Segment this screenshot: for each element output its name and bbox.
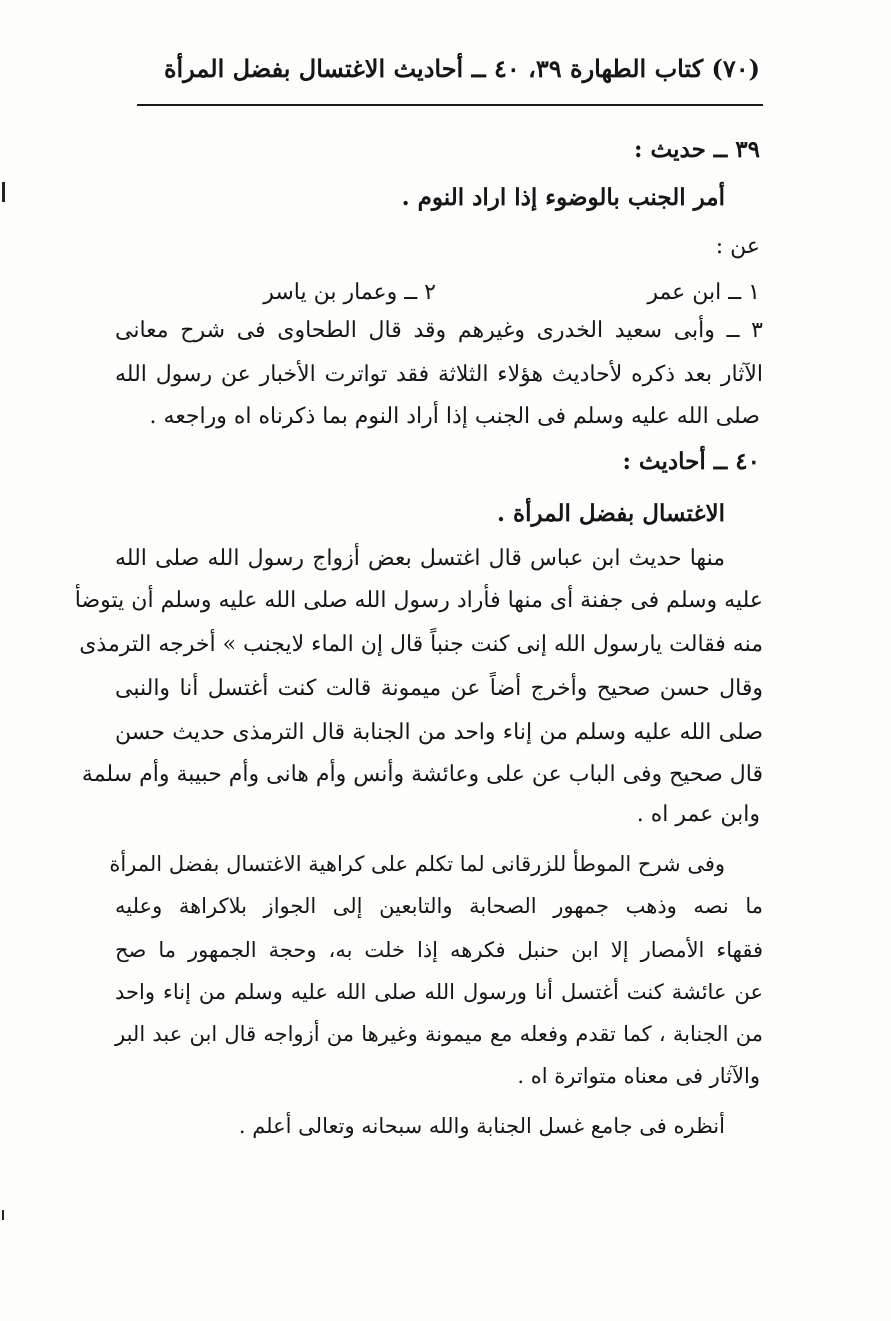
para2-line-1: وفى شرح الموطأ للزرقانى لما تكلم على كراهية الاغتسال بفضل المرأة: [109, 852, 725, 876]
hadith-40-heading: ٤٠ ــ أحاديث :: [622, 448, 760, 475]
hadith-39-from: عن :: [715, 234, 760, 259]
para2-line-4: عن عائشة كنت أغتسل أنا ورسول الله صلى الله عليه وسلم من إناء واحد: [115, 980, 763, 1004]
hadith-39-line-1: ٣ ــ وأبى سعيد الخدرى وغيرهم وقد قال الطحاوى فى شرح معانى: [115, 318, 763, 343]
scan-margin-mark: [2, 1210, 4, 1220]
hadith-39-line-3: صلى الله عليه وسلم فى الجنب إذا أراد النوم بما ذكرناه اه وراجعه .: [149, 404, 760, 429]
running-header: (٧٠) كتاب الطهارة ٣٩، ٤٠ ــ أحاديث الاغتسال بفضل المرأة: [163, 54, 760, 83]
para2-line-2: ما نصه وذهب جمهور الصحابة والتابعين إلى الجواز بلاكراهة وعليه: [115, 894, 763, 918]
hadith-40-title: الاغتسال بفضل المرأة .: [497, 500, 725, 527]
para1-line-6: قال صحيح وفى الباب عن على وعائشة وأنس وأم هانى وأم حبيبة وأم سلمة: [81, 762, 763, 787]
para1-line-4: وقال حسن صحيح وأخرج أضاً عن ميمونة قالت كنت أغتسل أنا والنبى: [115, 676, 763, 701]
narrator-2: ٢ ــ وعمار بن ياسر: [263, 280, 436, 305]
header-rule: [137, 104, 763, 106]
scan-margin-mark: [2, 182, 5, 202]
para1-line-2: عليه وسلم فى جفنة أى منها فأراد رسول الله صلى الله عليه وسلم أن يتوضأ: [74, 588, 763, 613]
para2-line-3: فقهاء الأمصار إلا ابن حنبل فكرهه إذا خلت به، وحجة الجمهور ما صح: [115, 938, 763, 962]
narrator-1: ١ ــ ابن عمر: [647, 280, 760, 305]
hadith-39-line-2: الآثار بعد ذكره لأحاديث هؤلاء الثلاثة فقد تواترت الأخبار عن رسول الله: [115, 362, 763, 387]
hadith-39-title: أمر الجنب بالوضوء إذا اراد النوم .: [401, 184, 725, 211]
hadith-39-heading: ٣٩ ــ حديث :: [634, 136, 760, 163]
para1-line-7: وابن عمر اه .: [636, 802, 760, 827]
para2-line-6: والآثار فى معناه متواترة اه .: [517, 1064, 760, 1088]
para1-line-3: منه فقالت يارسول الله إنى كنت جنباً قال إن الماء لايجنب » أخرجه الترمذى: [79, 632, 763, 657]
para1-line-1: منها حديث ابن عباس قال اغتسل بعض أزواج رسول الله صلى الله: [115, 546, 725, 571]
para2-line-5: من الجنابة ، كما تقدم وفعله مع ميمونة وغيرها من أزواجه قال ابن عبد البر: [115, 1022, 763, 1046]
para1-line-5: صلى الله عليه وسلم من إناء واحد من الجنابة قال الترمذى حديث حسن: [115, 720, 763, 745]
closing-line: أنظره فى جامع غسل الجنابة والله سبحانه وتعالى أعلم .: [238, 1114, 725, 1138]
